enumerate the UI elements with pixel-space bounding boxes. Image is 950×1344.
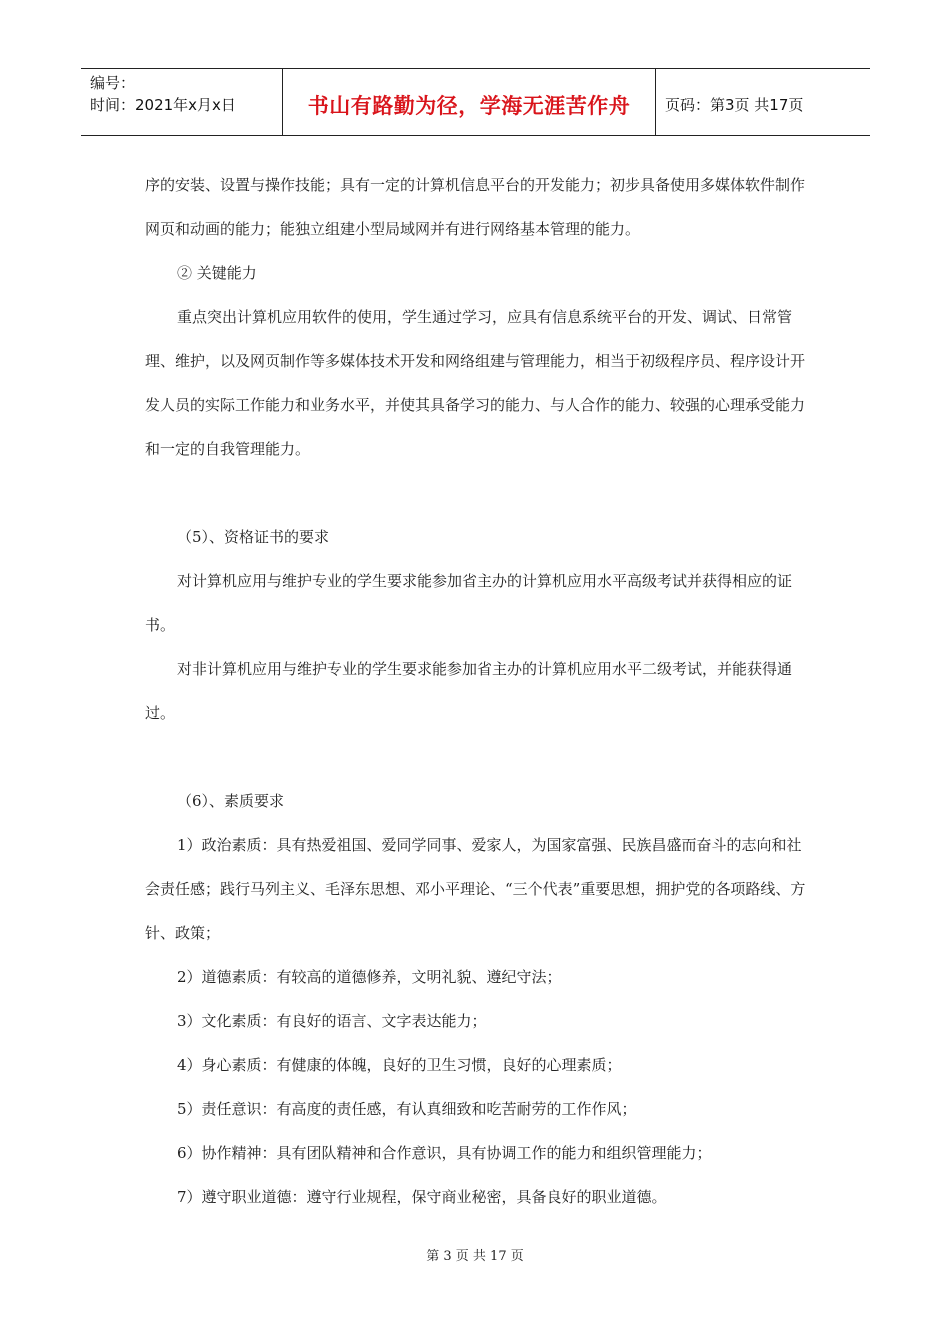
list-item-responsibility: 5）责任意识：有高度的责任感，有认真细致和吃苦耐劳的工作作风；: [177, 1100, 637, 1118]
list-item-moral: 2）道德素质：有较高的道德修养，文明礼貌、遵纪守法；: [177, 968, 562, 986]
header-motto: 书山有路勤为径，学海无涯苦作舟: [282, 69, 656, 135]
page-header: [81, 68, 870, 136]
paragraph-certificate-major: 对计算机应用与维护专业的学生要求能参加省主办的计算机应用水平高级考试并获得相应的证书。: [145, 572, 793, 634]
paragraph-key-ability: 重点突出计算机应用软件的使用，学生通过学习，应具有信息系统平台的开发、调试、日常管理、维护，以及网页制作等多媒体技术开发和网络组建与管理能力，相当于初级程序员、程序设计开发人员的实际工作能力和业务水平，并使其具备学习的能力、与人合作的能力、较强的心理承受能力和一定的自我管理能力。: [145, 308, 806, 458]
document-time-label: 时间：2021年x月x日: [90, 96, 236, 114]
paragraph-certificate-nonmajor: 对非计算机应用与维护专业的学生要求能参加省主办的计算机应用水平二级考试，并能获得通过。: [145, 660, 793, 722]
list-item-political: 1）政治素质：具有热爱祖国、爱同学同事、爱家人，为国家富强、民族昌盛而奋斗的志向和社会责任感；践行马列主义、毛泽东思想、邓小平理论、“三个代表”重要思想，拥护党的各项路线、方针、政策；: [145, 836, 806, 942]
list-item-physical-mental: 4）身心素质：有健康的体魄，良好的卫生习惯，良好的心理素质；: [177, 1056, 622, 1074]
document-body: [145, 163, 810, 1219]
document-number-label: 编号：: [90, 74, 136, 92]
section-heading-quality: （6）、素质要求: [177, 792, 285, 810]
section-heading-certificate: （5）、资格证书的要求: [177, 528, 330, 546]
paragraph-continuation: 序的安装、设置与操作技能；具有一定的计算机信息平台的开发能力；初步具备使用多媒体软件制作网页和动画的能力；能独立组建小型局域网并有进行网络基本管理的能力。: [145, 176, 806, 238]
page-footer: 第 3 页 共 17 页: [426, 1249, 524, 1264]
list-item-ethics: 7）遵守职业道德：遵守行业规程，保守商业秘密，具备良好的职业道德。: [177, 1188, 667, 1206]
header-meta: [81, 69, 282, 135]
header-page-label: 页码：第3页 共17页: [665, 95, 804, 114]
list-item-cooperation: 6）协作精神：具有团队精神和合作意识，具有协调工作的能力和组织管理能力；: [177, 1144, 712, 1162]
subheading-key-ability: ② 关键能力: [177, 264, 257, 282]
list-item-culture: 3）文化素质：有良好的语言、文字表达能力；: [177, 1012, 487, 1030]
